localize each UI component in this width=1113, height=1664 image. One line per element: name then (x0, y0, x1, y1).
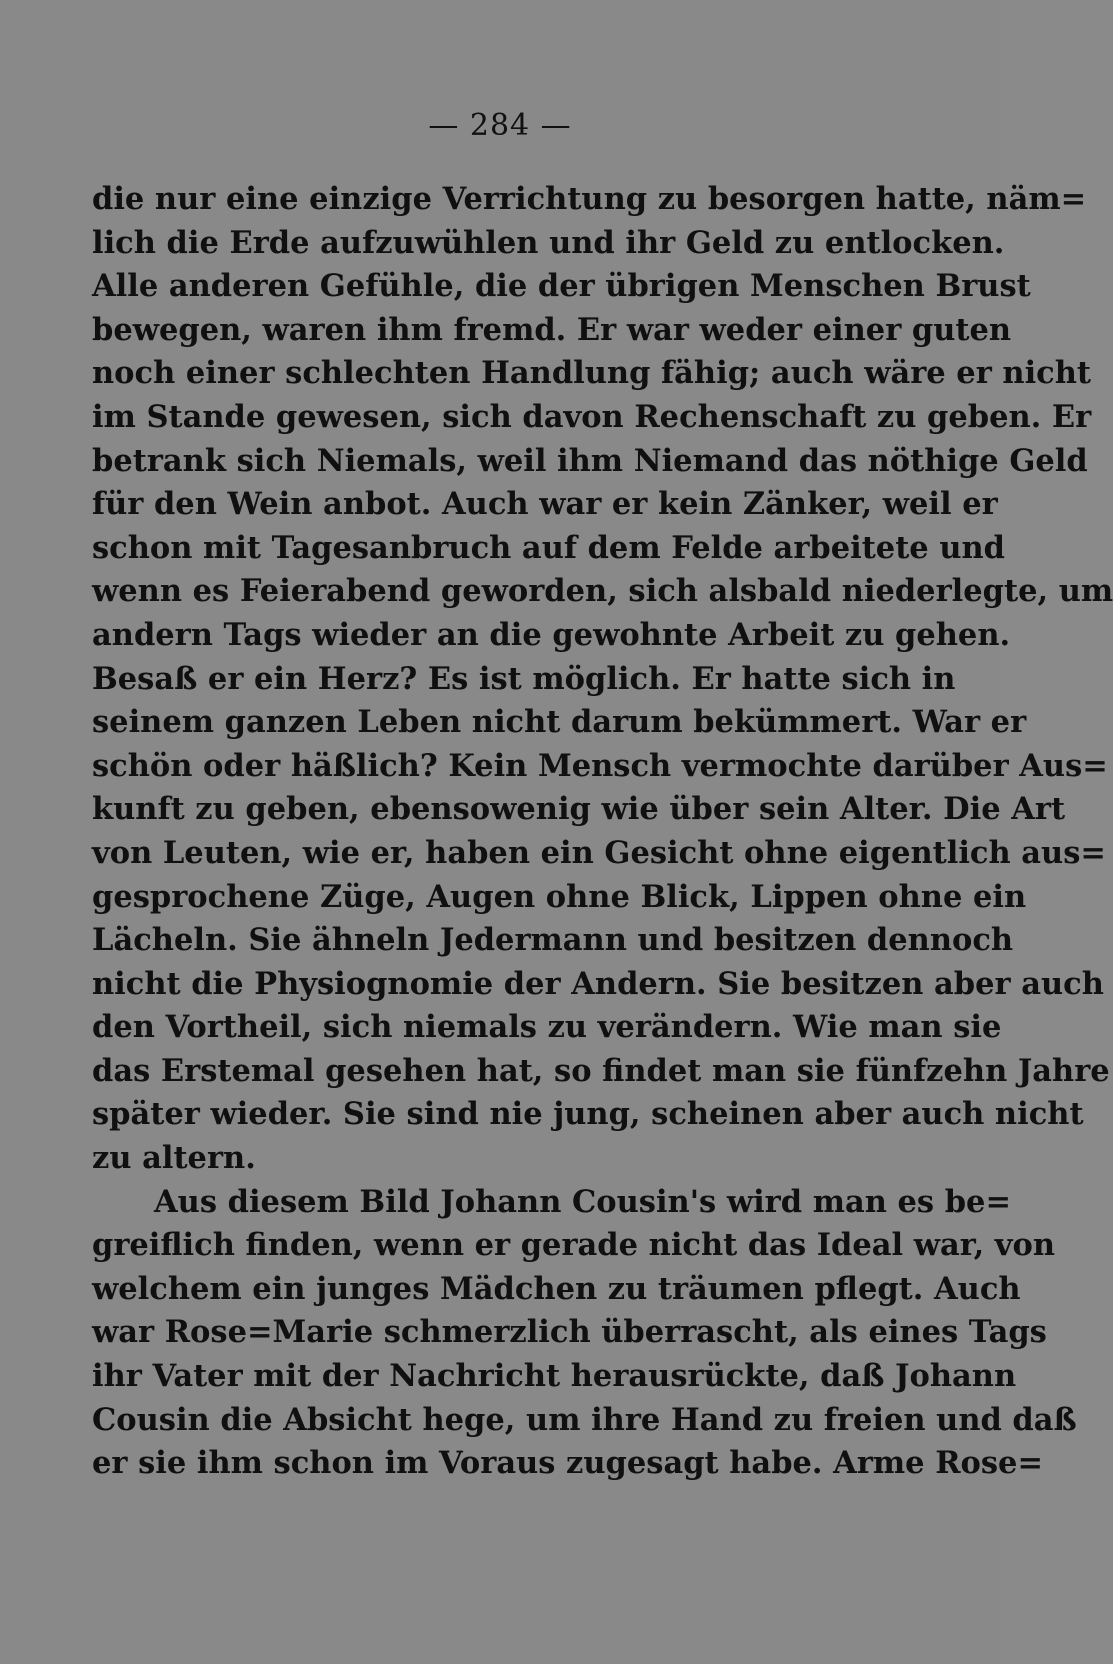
text-line: kunft zu geben, ebensowenig wie über sein Alter. Die Art (92, 791, 1066, 828)
text-line: das Erstemal gesehen hat, so findet man sie fünfzehn Jahre (92, 1052, 1110, 1089)
text-line: schön oder häßlich? Kein Mensch vermochte darüber Aus= (92, 747, 1108, 784)
text-line: wenn es Feierabend geworden, sich alsbald niederlegte, um (92, 573, 1113, 610)
text-line: den Vortheil, sich niemals zu verändern. Wie man sie (92, 1009, 1002, 1046)
text-line: später wieder. Sie sind nie jung, scheinen aber auch nicht (92, 1096, 1084, 1133)
text-line: gesprochene Züge, Augen ohne Blick, Lippen ohne ein (92, 878, 1027, 915)
text-line: greiflich finden, wenn er gerade nicht das Ideal war, von (92, 1227, 1056, 1264)
text-line: Lächeln. Sie ähneln Jedermann und besitzen dennoch (92, 922, 1014, 959)
text-line: ihr Vater mit der Nachricht herausrückte, daß Johann (92, 1358, 1017, 1395)
text-line: nicht die Physiognomie der Andern. Sie besitzen aber auch (92, 965, 1104, 1002)
text-line: betrank sich Niemals, weil ihm Niemand das nöthige Geld (92, 442, 1088, 479)
text-line: noch einer schlechten Handlung fähig; auch wäre er nicht (92, 355, 1091, 392)
text-line: andern Tags wieder an die gewohnte Arbeit zu gehen. (92, 616, 1011, 653)
text-line: von Leuten, wie er, haben ein Gesicht ohne eigentlich aus= (92, 834, 1106, 871)
text-line: Cousin die Absicht hege, um ihre Hand zu freien und daß (92, 1401, 1077, 1438)
body-text (92, 178, 1113, 1486)
text-line: im Stande gewesen, sich davon Rechenschaft zu geben. Er (92, 398, 1092, 435)
text-line: bewegen, waren ihm fremd. Er war weder einer guten (92, 311, 1012, 348)
text-line: Aus diesem Bild Johann Cousin's wird man es be= (154, 1183, 1012, 1220)
page-number: — 284 — (428, 108, 572, 143)
text-line: seinem ganzen Leben nicht darum bekümmert. War er (92, 704, 1027, 741)
text-line: zu altern. (92, 1140, 256, 1177)
text-line: welchem ein junges Mädchen zu träumen pflegt. Auch (92, 1270, 1021, 1307)
text-line: lich die Erde aufzuwühlen und ihr Geld zu entlocken. (92, 224, 1005, 261)
text-line: er sie ihm schon im Voraus zugesagt habe. Arme Rose= (92, 1445, 1044, 1482)
text-line: die nur eine einzige Verrichtung zu besorgen hatte, näm= (92, 181, 1087, 217)
text-line: Alle anderen Gefühle, die der übrigen Menschen Brust (92, 268, 1031, 305)
text-line: war Rose=Marie schmerzlich überrascht, als eines Tags (92, 1314, 1047, 1351)
text-line: für den Wein anbot. Auch war er kein Zänker, weil er (92, 486, 998, 523)
text-line: Besaß er ein Herz? Es ist möglich. Er hatte sich in (92, 660, 956, 697)
text-line: schon mit Tagesanbruch auf dem Felde arbeitete und (92, 529, 1005, 566)
